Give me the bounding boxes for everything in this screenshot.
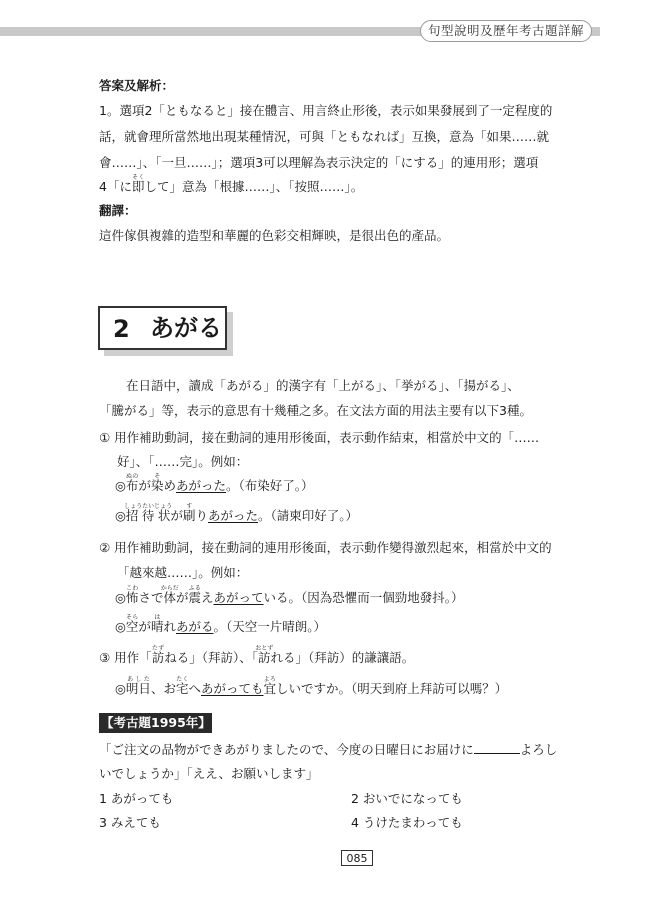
usage1-example-1: ◎布ぬのが染そめあがった。（布染好了。） xyxy=(115,473,314,493)
exam-option-1: 1 あがっても xyxy=(99,791,174,806)
translation-heading: 翻譯： xyxy=(99,203,137,218)
usage1-example-2: ◎招待状しょうたいじょうが刷すりあがった。（請柬印好了。） xyxy=(115,503,359,523)
usage1-line-2: 好」、「……完」。例如： xyxy=(117,454,249,469)
answer-line-3: 會……」、「一旦……」；選項3可以理解為表示決定的「にする」的連用形；選項 xyxy=(99,155,539,170)
usage1-line-1: ① 用作補助動詞，接在動詞的連用形後面，表示動作結束，相當於中文的「…… xyxy=(99,430,540,445)
translation-text: 這件傢俱複雜的造型和華麗的色彩交相輝映，是很出色的產品。 xyxy=(99,228,450,243)
answer-blank xyxy=(474,741,520,754)
section-title-box xyxy=(98,306,227,350)
exam-question-line-1: 「ご注文の品物ができあがりましたので、今度の日曜日にお届けに よろし xyxy=(99,742,558,757)
exam-label: 【考古題1995年】 xyxy=(99,713,212,733)
answer-line-2: 話，就會理所當然地出現某種情況，可與「ともなれば」互換，意為「如果……就 xyxy=(99,129,550,144)
header-title-box xyxy=(420,20,592,42)
usage3-line-1: ③ 用作「訪たずねる」（拜訪）、「訪おとずれる」（拜訪）的謙讓語。 xyxy=(99,645,415,665)
exam-option-4: 4 うけたまわっても xyxy=(351,815,463,830)
section-title: あがる xyxy=(150,314,222,342)
intro-line-2: 「騰がる」等，表示的意思有十幾種之多。在文法方面的用法主要有以下3種。 xyxy=(99,403,532,418)
answer-line-4: 4「に即そくして」意為「根據……」、「按照……」。 xyxy=(99,174,364,194)
usage2-example-1: ◎怖こわさで体からだが震ふるえあがっている。（因為恐懼而一個勁地發抖。） xyxy=(115,585,464,605)
section-number: 2 xyxy=(113,315,130,343)
answer-heading: 答案及解析： xyxy=(99,78,175,93)
usage2-line-2: 「越來越……」。例如： xyxy=(117,565,249,580)
answer-line-1: 1。選項2「ともなると」接在體言、用言終止形後，表示如果發展到了一定程度的 xyxy=(99,103,553,118)
usage2-example-2: ◎空そらが晴はれあがる。（天空一片晴朗。） xyxy=(115,614,327,634)
exam-option-2: 2 おいでになっても xyxy=(351,791,463,806)
page-number: 085 xyxy=(341,850,373,866)
usage3-example: ◎明日あした、お宅たくへあがっても宜よろしいですか。（明天到府上拜訪可以嗎？） xyxy=(115,676,508,696)
usage2-line-1: ② 用作補助動詞，接在動詞的連用形後面，表示動作變得激烈起來，相當於中文的 xyxy=(99,540,552,555)
exam-question-line-2: いでしょうか」「ええ、お願いします」 xyxy=(99,766,319,781)
header-title: 句型說明及歷年考古題詳解 xyxy=(427,23,584,38)
intro-line-1: 在日語中，讀成「あがる」的漢字有「上がる」、「挙がる」、「揚がる」、 xyxy=(126,378,520,393)
exam-option-3: 3 みえても xyxy=(99,815,161,830)
